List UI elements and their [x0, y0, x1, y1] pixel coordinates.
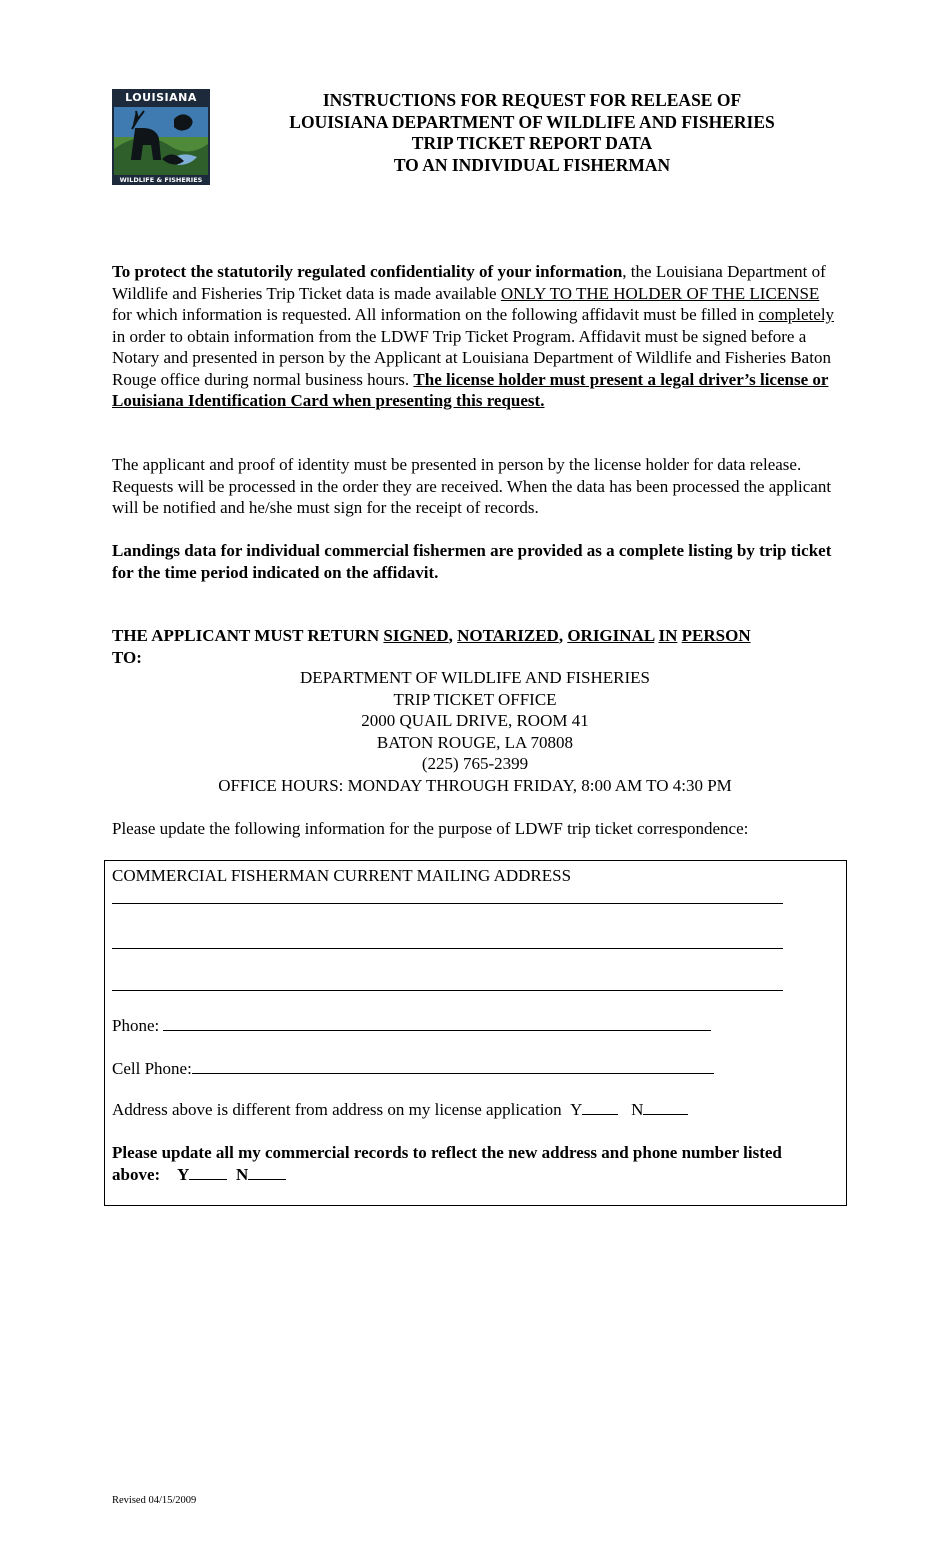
mailing-address-form — [104, 860, 847, 1206]
address-line-4: BATON ROUGE, LA 70808 — [376, 732, 574, 752]
para1-underline-b: completely — [758, 305, 835, 324]
title-line-4: TO AN INDIVIDUAL FISHERMAN — [393, 154, 671, 175]
update-records-yes-label: Y — [177, 1164, 190, 1184]
address-line-field-1[interactable] — [112, 903, 783, 904]
para1-underline-a: ONLY TO THE HOLDER OF THE LICENSE — [500, 283, 820, 303]
title-line-3: TRIP TICKET REPORT DATA — [411, 133, 653, 153]
landings-paragraph: Landings data for individual commercial fishermen are provided as a complete listing by trip ticket for the time period indicated on the affidavit. — [112, 541, 832, 582]
para1-text-c: in order to obtain information from the LDWF Trip Ticket Program. Affidavit must be signed before a Notary and presented in person by the Applicant at Louisiana Department of Wildlife and Fisheries Baton Rouge office during normal business hours. — [112, 326, 831, 389]
license-requirement-note: The license holder must present a legal driver’s license or Louisiana Identification Card when presenting this request. — [112, 369, 829, 410]
para1-text-a: , the Louisiana Department of Wildlife and Fisheries Trip Ticket data is made available — [112, 262, 826, 303]
return-in: IN — [658, 626, 678, 645]
ldwf-logo — [112, 89, 210, 185]
update-records-label: Please update all my commercial records to reflect the new address and phone number listed above: — [112, 1143, 782, 1184]
title-line-1: INSTRUCTIONS FOR REQUEST FOR RELEASE OF — [322, 90, 742, 110]
office-hours: OFFICE HOURS: MONDAY THROUGH FRIDAY, 8:00 AM TO 4:30 PM — [218, 775, 732, 795]
address-different-no-label: N — [631, 1100, 644, 1119]
revision-date: Revised 04/15/2009 — [112, 1495, 197, 1506]
address-different-no-field[interactable] — [643, 1100, 688, 1115]
return-suffix: TO: — [112, 647, 142, 667]
office-address — [112, 667, 838, 796]
address-different-row — [112, 1099, 688, 1121]
confidentiality-lead: To protect the statutorily regulated confidentiality of your information — [112, 262, 623, 281]
update-records-no-field[interactable] — [248, 1165, 286, 1180]
office-phone: (225) 765-2399 — [421, 754, 529, 773]
document-title — [230, 90, 834, 176]
return-original: ORIGINAL — [567, 626, 655, 645]
address-different-yes-label: Y — [570, 1100, 583, 1119]
update-records-no-label: N — [235, 1164, 249, 1184]
identity-paragraph: The applicant and proof of identity must be presented in person by the license holder for data release. Requests will be processed in the order they are received. When the data has been processed the applicant will be notified and he/she must sign for the receipt of records. — [112, 455, 832, 517]
address-different-label: Address above is different from address on my license application — [112, 1100, 562, 1119]
return-instructions-heading: THE APPLICANT MUST RETURN SIGNED, NOTARIZED, ORIGINAL IN PERSON TO: — [112, 626, 751, 667]
address-line-field-3[interactable] — [112, 990, 783, 991]
title-line-2: LOUISIANA DEPARTMENT OF WILDLIFE AND FISHERIES — [289, 111, 775, 132]
cell-phone-label: Cell Phone: — [112, 1059, 192, 1078]
logo-top-text: LOUISIANA — [125, 91, 197, 104]
update-records-yes-field[interactable] — [189, 1165, 227, 1180]
address-line-1: DEPARTMENT OF WILDLIFE AND FISHERIES — [299, 668, 651, 687]
address-different-yes-field[interactable] — [582, 1100, 618, 1115]
address-line-field-2[interactable] — [112, 948, 783, 949]
cell-phone-field[interactable] — [192, 1059, 714, 1074]
para1-text-b: for which information is requested. All information on the following affidavit must be filled in — [112, 305, 759, 324]
phone-label: Phone: — [112, 1016, 160, 1035]
form-heading: COMMERCIAL FISHERMAN CURRENT MAILING ADDRESS — [112, 866, 572, 885]
return-notarized: NOTARIZED — [457, 626, 559, 645]
phone-row — [112, 1015, 711, 1037]
update-note: Please update the following information for the purpose of LDWF trip ticket correspondence: — [112, 819, 749, 838]
cell-phone-row — [112, 1058, 714, 1080]
address-line-2: TRIP TICKET OFFICE — [393, 689, 557, 709]
update-records-row — [112, 1142, 832, 1185]
logo-bottom-text: WILDLIFE & FISHERIES — [119, 176, 203, 184]
address-line-3: 2000 QUAIL DRIVE, ROOM 41 — [361, 711, 589, 730]
phone-field[interactable] — [163, 1016, 711, 1031]
return-prefix: THE APPLICANT MUST RETURN — [112, 626, 384, 645]
return-signed: SIGNED — [383, 626, 449, 645]
confidentiality-paragraph — [112, 261, 842, 412]
return-person: PERSON — [681, 626, 751, 645]
